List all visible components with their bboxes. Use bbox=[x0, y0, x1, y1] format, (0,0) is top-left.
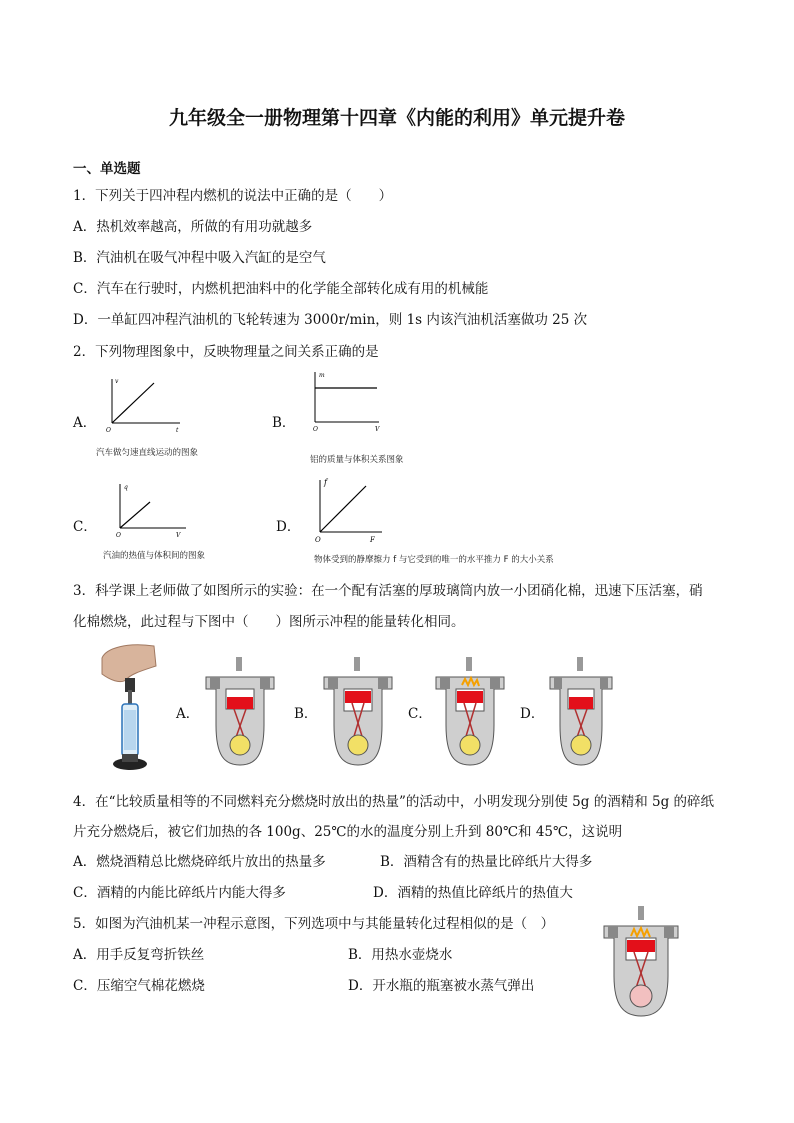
q3-label-b: B． bbox=[294, 706, 318, 722]
q5-option-c: C．压缩空气棉花燃烧 bbox=[73, 978, 205, 994]
engine-diagram-a bbox=[200, 655, 280, 771]
q2-caption-d: 物体受到的静摩擦力 f 与它受到的唯一的水平推力 F 的大小关系 bbox=[314, 555, 554, 565]
q2-label-b: B． bbox=[272, 415, 296, 431]
q4-option-a: A．燃烧酒精总比燃烧碎纸片放出的热量多 bbox=[73, 854, 326, 870]
q2-caption-a: 汽车做匀速直线运动的图象 bbox=[96, 448, 199, 458]
q1-option-a: A．热机效率越高，所做的有用功就越多 bbox=[73, 219, 313, 235]
q2-d-xlabel: F bbox=[370, 536, 375, 544]
q4-option-c: C．酒精的内能比碎纸片内能大得多 bbox=[73, 885, 286, 901]
q2-a-ylabel: v bbox=[115, 378, 119, 385]
q2-stem: 2．下列物理图象中，反映物理量之间关系正确的是 bbox=[73, 344, 379, 360]
section-heading: 一、单选题 bbox=[73, 161, 141, 177]
q5-engine-diagram bbox=[598, 904, 684, 1022]
q2-c-xlabel: V bbox=[176, 532, 181, 539]
q2-label-d: D． bbox=[276, 519, 301, 535]
q4-stem-line1: 4．在“比较质量相等的不同燃料充分燃烧时放出的热量”的活动中，小明发现分别使 5g 的酒精和 5g 的碎纸 bbox=[73, 794, 715, 810]
engine-diagram-c bbox=[430, 655, 510, 771]
q2-label-a: A． bbox=[73, 415, 97, 431]
q2-a-xlabel: t bbox=[176, 427, 179, 434]
q4-stem-line2: 片充分燃烧后，被它们加热的各 100g、25℃的水的温度分别上升到 80℃和 45℃，这说明 bbox=[73, 824, 623, 840]
q2-c-ylabel: q bbox=[124, 484, 128, 491]
q2-c-origin: O bbox=[116, 532, 121, 539]
q2-graph-d bbox=[310, 476, 390, 544]
q3-stem-line2: 化棉燃烧，此过程与下图中（ ）图所示冲程的能量转化相同。 bbox=[73, 614, 465, 630]
q2-graph-a bbox=[98, 375, 188, 435]
air-pump-photo bbox=[100, 640, 160, 780]
q1-option-c: C．汽车在行驶时，内燃机把油料中的化学能全部转化成有用的机械能 bbox=[73, 281, 489, 297]
q1-option-b: B．汽油机在吸气冲程中吸入汽缸的是空气 bbox=[73, 250, 326, 266]
q2-d-ylabel: f bbox=[324, 478, 327, 487]
q5-option-b: B．用热水壶烧水 bbox=[348, 947, 453, 963]
q4-option-d: D．酒精的热值比碎纸片的热值大 bbox=[373, 885, 573, 901]
q2-graph-c bbox=[112, 480, 192, 540]
q2-caption-c: 汽油的热值与体积间的图象 bbox=[103, 551, 206, 561]
q2-d-origin: O bbox=[315, 536, 321, 544]
page-title: 九年级全一册物理第十四章《内能的利用》单元提升卷 bbox=[168, 107, 625, 129]
q2-graph-b bbox=[305, 368, 385, 434]
q2-label-c: C． bbox=[73, 519, 97, 535]
q3-label-c: C． bbox=[408, 706, 432, 722]
q2-b-origin: O bbox=[313, 426, 318, 433]
q5-option-a: A．用手反复弯折铁丝 bbox=[73, 947, 205, 963]
q2-b-xlabel: V bbox=[375, 426, 380, 433]
q2-a-origin: O bbox=[106, 427, 111, 434]
q3-stem-line1: 3．科学课上老师做了如图所示的实验：在一个配有活塞的厚玻璃筒内放一小团硝化棉，迅速下压活塞，硝 bbox=[73, 583, 703, 599]
q1-option-d: D．一单缸四冲程汽油机的飞轮转速为 3000r/min，则 1s 内该汽油机活塞做功 25 次 bbox=[73, 312, 588, 328]
engine-diagram-d bbox=[544, 655, 618, 771]
engine-diagram-b bbox=[318, 655, 398, 771]
q5-stem: 5．如图为汽油机某一冲程示意图，下列选项中与其能量转化过程相似的是（ ） bbox=[73, 916, 555, 932]
q3-label-a: A． bbox=[176, 706, 200, 722]
q3-label-d: D． bbox=[520, 706, 545, 722]
q1-stem: 1．下列关于四冲程内燃机的说法中正确的是（ ） bbox=[73, 188, 393, 204]
q5-option-d: D．开水瓶的瓶塞被水蒸气弹出 bbox=[348, 978, 535, 994]
q4-option-b: B．酒精含有的热量比碎纸片大得多 bbox=[380, 854, 593, 870]
q2-caption-b: 铝的质量与体积关系图象 bbox=[310, 455, 404, 465]
q2-b-ylabel: m bbox=[319, 372, 325, 379]
